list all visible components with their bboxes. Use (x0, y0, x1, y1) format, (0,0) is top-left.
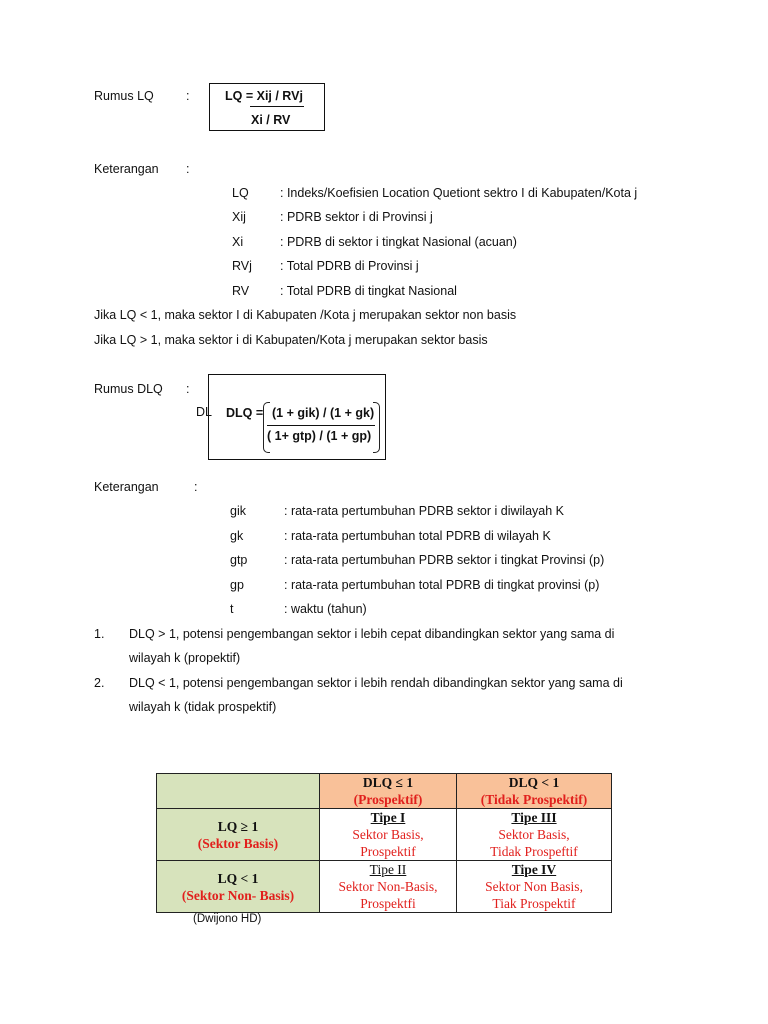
cell-line: Sektor Basis, (498, 827, 570, 842)
ket2-term: gik (230, 504, 246, 518)
dlq-denominator: ( 1+ gtp) / (1 + gp) (267, 429, 372, 443)
cell-line: Tiak Prospektif (492, 896, 576, 911)
header-cell-prospektif (320, 774, 457, 809)
list-number: 1. (94, 627, 105, 641)
cell-line: Prospektfi (360, 896, 416, 911)
row-title: LQ < 1 (217, 870, 259, 886)
header-sub: (Tidak Prospektif) (480, 792, 588, 807)
dlq-lhs: DLQ = (226, 406, 264, 420)
ket1-desc: : Indeks/Koefisien Location Quetiont sektro I di Kabupaten/Kota j (280, 186, 638, 200)
dlq-label: Rumus DLQ (94, 382, 163, 396)
row-sub: (Sektor Non- Basis) (181, 887, 295, 903)
header-cell-tidak-prospektif (457, 774, 612, 809)
cell-tipe-4 (457, 861, 612, 913)
cell-type: Tipe I (370, 810, 406, 825)
rule-line: Jika LQ > 1, maka sektor i di Kabupaten/Kota j merupakan sektor basis (94, 333, 488, 347)
list-number: 2. (94, 676, 105, 690)
cell-type: Tipe IV (511, 862, 557, 877)
cell-tipe-2 (320, 861, 457, 913)
table-header-row (157, 774, 612, 809)
cell-line: Sektor Basis, (352, 827, 424, 842)
dlq-bracket-right (373, 402, 380, 453)
source-citation: (Dwijono HD) (193, 913, 262, 925)
dlq-stray-text: DL (196, 405, 212, 419)
ket2-desc: : rata-rata pertumbuhan total PDRB di tingkat provinsi (p) (284, 578, 600, 592)
lq-numerator: LQ = Xij / RVj (225, 89, 303, 103)
lq-colon: : (186, 89, 190, 103)
lq-label: Rumus LQ (94, 89, 154, 103)
ket2-term: gp (230, 578, 244, 592)
ket1-term: RVj (232, 259, 252, 273)
ket2-term: gtp (230, 553, 248, 567)
header-sub: (Prospektif) (353, 792, 423, 807)
cell-line: Tidak Prospeftif (490, 844, 578, 859)
list-item-line: wilayah k (tidak prospektif) (129, 700, 277, 714)
ket2-term: t (230, 602, 234, 616)
cell-type: Tipe III (511, 810, 557, 825)
dlq-bracket-left (263, 402, 270, 453)
cell-type: Tipe II (369, 862, 407, 877)
row-header-sektor-basis (157, 809, 320, 861)
ket1-desc: : PDRB sektor i di Provinsi j (280, 210, 433, 224)
ket2-desc: : rata-rata pertumbuhan PDRB sektor i tingkat Provinsi (p) (284, 553, 605, 567)
ket2-label: Keterangan (94, 480, 159, 494)
ket1-term: Xij (232, 210, 246, 224)
cell-line: Sektor Non-Basis, (338, 879, 438, 894)
row-sub: (Sektor Basis) (197, 835, 279, 851)
ket2-desc: : waktu (tahun) (284, 602, 367, 616)
table-row (157, 861, 612, 913)
ket1-colon: : (186, 162, 190, 176)
lq-formula-box (209, 83, 325, 131)
list-item-line: wilayah k (propektif) (129, 651, 241, 665)
list-item-line: DLQ > 1, potensi pengembangan sektor i lebih cepat dibandingkan sektor yang sama di (129, 627, 615, 641)
dlq-fraction-line (267, 425, 375, 426)
cell-tipe-3 (457, 809, 612, 861)
ket1-desc: : Total PDRB di Provinsi j (280, 259, 419, 273)
cell-tipe-1 (320, 809, 457, 861)
header-title: DLQ ≤ 1 (362, 775, 414, 790)
dlq-numerator: (1 + gik) / (1 + gk) (272, 406, 375, 420)
row-header-sektor-non-basis (157, 861, 320, 913)
cell-line: Prospektif (360, 844, 416, 859)
ket1-term: LQ (232, 186, 249, 200)
ket1-desc: : Total PDRB di tingkat Nasional (280, 284, 457, 298)
rule-line: Jika LQ < 1, maka sektor I di Kabupaten /Kota j merupakan sektor non basis (94, 308, 517, 322)
lq-fraction-line (250, 106, 304, 107)
typology-table (156, 773, 612, 913)
header-title: DLQ < 1 (508, 775, 560, 790)
ket2-desc: : rata-rata pertumbuhan PDRB sektor i diwilayah K (284, 504, 564, 518)
table-row (157, 809, 612, 861)
ket1-label: Keterangan (94, 162, 159, 176)
lq-denominator: Xi / RV (251, 113, 291, 127)
list-item-line: DLQ < 1, potensi pengembangan sektor i lebih rendah dibandingkan sektor yang sama di (129, 676, 623, 690)
cell-line: Sektor Non Basis, (485, 879, 583, 894)
row-title: LQ ≥ 1 (217, 818, 259, 834)
dlq-formula-box (208, 374, 386, 460)
ket2-term: gk (230, 529, 244, 543)
ket2-colon: : (194, 480, 198, 494)
ket2-desc: : rata-rata pertumbuhan total PDRB di wilayah K (284, 529, 551, 543)
table-corner-cell (157, 774, 320, 809)
dlq-colon: : (186, 382, 190, 396)
ket1-term: Xi (232, 235, 244, 249)
ket1-desc: : PDRB di sektor i tingkat Nasional (acuan) (280, 235, 517, 249)
ket1-term: RV (232, 284, 250, 298)
